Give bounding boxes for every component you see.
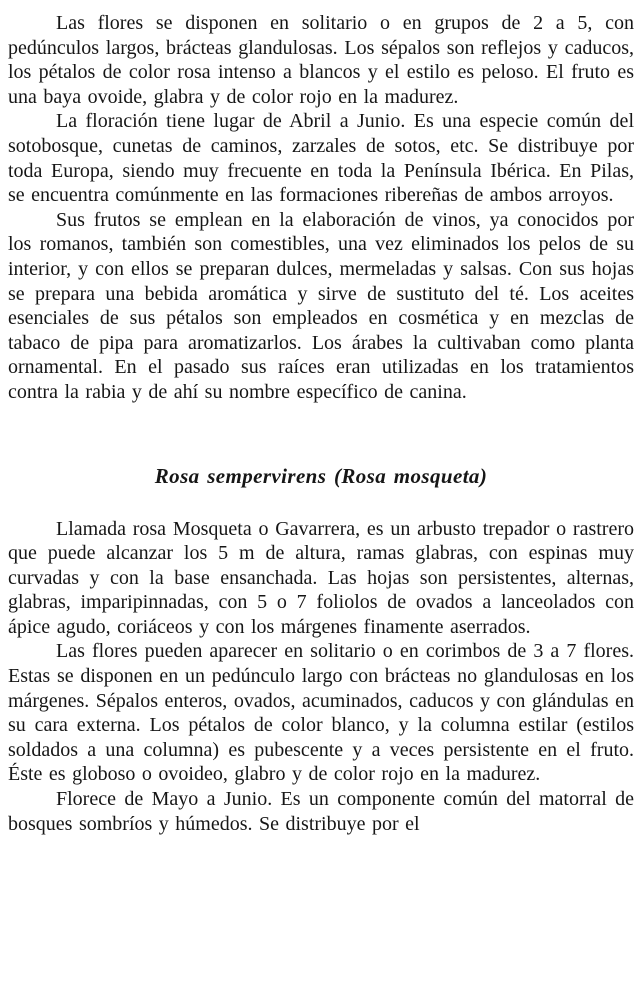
body-paragraph-flores-solitario: Las flores se disponen en solitario o en grupos de 2 a 5, con pedúnculos largos, brácteas glandulosas. Los sépalos son reflejos y caducos, los pétalos de color rosa intenso a blancos y el estilo es peloso. El fruto es una baya ovoide, glabra y de color rojo en la madurez. [8, 12, 634, 108]
body-paragraph-flores-corimbos: Las flores pueden aparecer en solitario o en corimbos de 3 a 7 flores. Estas se disponen en un pedúnculo largo con brácteas no glandulosas en los márgenes. Sépalos enteros, ovados, acuminados, caducos y con glándulas en su cara externa. Los pétalos de color blanco, y la columna estilar (estilos soldados a una columna) es pubescente y a veces persistente en el fruto. Éste es globoso o ovoideo, glabro y de color rojo en la madurez. [8, 640, 634, 786]
body-paragraph-florece-mayo: Florece de Mayo a Junio. Es un componente común del matorral de bosques sombríos y húmedos. Se distribuye por el [8, 788, 634, 835]
section-heading-rosa-sempervirens: Rosa sempervirens (Rosa mosqueta) [154, 463, 488, 488]
body-paragraph-frutos-usos: Sus frutos se emplean en la elaboración de vinos, ya conocidos por los romanos, también son comestibles, una vez eliminados los pelos de su interior, y con ellos se preparan dulces, mermeladas y salsas. Con sus hojas se prepara una bebida aromática y sirve de sustituto del té. Los aceites esenciales de sus pétalos son empleados en cosmética y en mezclas de tabaco de pipa para aromatizarlos. Los árabes la cultivaban como planta ornamental. En el pasado sus raíces eran utilizadas en los tratamientos contra la rabia y de ahí su nombre específico de canina. [8, 208, 634, 403]
body-paragraph-descripcion-mosqueta: Llamada rosa Mosqueta o Gavarrera, es un arbusto trepador o rastrero que puede alcanzar los 5 m de altura, ramas glabras, con espinas muy curvadas y con la base ensanchada. Las hojas son persistentes, alternas, glabras, imparipinnadas, con 5 o 7 foliolos de ovados a lanceolados con ápice agudo, coriáceos y con los márgenes finamente aserrados. [8, 517, 634, 638]
body-paragraph-floracion: La floración tiene lugar de Abril a Junio. Es una especie común del sotobosque, cunetas de caminos, zarzales de sotos, etc. Se distribuye por toda Europa, siendo muy frecuente en toda la Península Ibérica. En Pilas, se encuentra comúnmente en las formaciones ribereñas de ambos arroyos. [8, 110, 634, 207]
